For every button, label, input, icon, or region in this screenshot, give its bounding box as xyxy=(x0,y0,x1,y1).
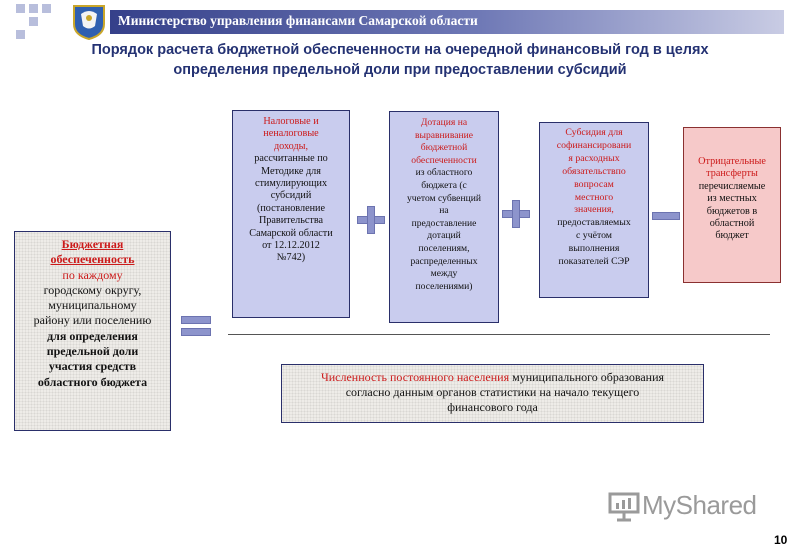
title-line: Порядок расчета бюджетной обеспеченности на очередной финансовый год в целях xyxy=(91,42,709,58)
box-line: Отрицательные xyxy=(698,156,766,167)
box-line: рассчитанные по xyxy=(254,153,328,165)
box-line: Методике для xyxy=(261,165,321,177)
decor-square xyxy=(16,4,25,13)
box-line: участия средств xyxy=(48,359,137,374)
population-rest: муниципального образования xyxy=(509,370,665,384)
box-line: городскому округу, xyxy=(43,282,142,297)
box-line: бюджетов в xyxy=(706,205,758,217)
box-line: областного бюджета xyxy=(37,374,148,389)
presentation-icon xyxy=(608,492,640,522)
box-line: доходы, xyxy=(273,140,309,152)
box-line: району или поселению xyxy=(33,313,152,328)
box-line: бюджетной xyxy=(420,142,468,154)
box-line: предельной доли xyxy=(46,344,139,359)
box-line: показателей СЭР xyxy=(558,256,630,268)
box-line: обязательствпо xyxy=(562,165,626,177)
box-line: согласно данным органов статистики на начало текущего xyxy=(345,385,640,399)
box-line: предоставление xyxy=(411,217,477,229)
box-line: Бюджетная xyxy=(61,237,124,251)
box-line: (постановление xyxy=(256,202,326,214)
box-line: учетом субвенций xyxy=(407,192,481,204)
tax-revenue-box xyxy=(232,110,350,318)
title-line: определения предельной доли при предоставлении субсидий xyxy=(173,62,627,78)
plus-icon xyxy=(367,206,375,234)
box-line: областной xyxy=(709,218,755,230)
box-line: местного xyxy=(574,191,614,203)
slide-title xyxy=(0,40,800,80)
box-line: дотаций xyxy=(427,230,461,242)
box-line: выравнивание xyxy=(414,129,474,141)
box-line: из областного xyxy=(415,167,473,179)
box-line: от 12.12.2012 xyxy=(262,240,320,252)
box-line: Дотация на xyxy=(420,117,468,128)
box-line xyxy=(285,370,700,385)
box-line: субсидий xyxy=(270,190,312,202)
negative-transfers-box xyxy=(683,127,781,283)
box-line: на xyxy=(439,205,449,217)
page-number: 10 xyxy=(774,533,788,547)
decor-square xyxy=(16,30,25,39)
box-line: между xyxy=(430,268,458,280)
box-line: перечисляемые xyxy=(698,180,766,192)
box-line: неналоговые xyxy=(263,128,319,140)
minus-icon xyxy=(652,212,680,220)
budget-sufficiency-box xyxy=(14,231,171,431)
fraction-line xyxy=(228,334,770,335)
box-line: бюджета (с xyxy=(421,179,467,191)
population-box xyxy=(281,364,704,423)
box-line: №742) xyxy=(276,252,306,264)
box-line: по каждому xyxy=(62,267,123,282)
box-line: Самарской области xyxy=(249,227,333,239)
box-line: я расходных xyxy=(568,152,620,164)
box-line: стимулирующих xyxy=(254,178,328,190)
box-line: Правительства xyxy=(258,215,324,227)
coat-of-arms-icon xyxy=(72,4,106,40)
box-line: трансферты xyxy=(706,168,758,180)
equalization-grant-box xyxy=(389,111,499,323)
box-line: предоставляемых xyxy=(557,217,631,229)
box-line: софинансировани xyxy=(556,139,632,151)
box-line: поселениями) xyxy=(415,280,473,292)
box-line: Налоговые и xyxy=(263,116,319,127)
box-line: выполнения xyxy=(568,243,620,255)
decor-square xyxy=(29,4,38,13)
watermark-text: MyShared xyxy=(642,490,757,520)
box-line: обеспеченность xyxy=(50,252,135,267)
decor-square xyxy=(29,17,38,26)
plus-icon xyxy=(512,200,520,228)
box-line: распределенных xyxy=(410,255,478,267)
box-line: вопросам xyxy=(574,178,614,190)
box-line: муниципальному xyxy=(48,298,137,313)
box-line: обеспеченности xyxy=(411,154,477,166)
decor-square xyxy=(42,4,51,13)
box-line: поселениям, xyxy=(418,242,470,254)
box-line: финансового года xyxy=(447,400,538,414)
equals-icon xyxy=(181,328,211,336)
box-line: Субсидия для xyxy=(565,127,623,138)
box-line: значения, xyxy=(574,204,614,216)
subsidy-box xyxy=(539,122,649,298)
box-line: бюджет xyxy=(715,230,749,242)
box-line: с учётом xyxy=(575,230,613,242)
population-highlight: Численность постоянного населения xyxy=(320,370,510,384)
equals-icon xyxy=(181,316,211,324)
ministry-name: Министерство управления финансами Самарской области xyxy=(118,13,478,28)
box-line: из местных xyxy=(707,193,757,205)
box-line: для определения xyxy=(47,328,138,343)
